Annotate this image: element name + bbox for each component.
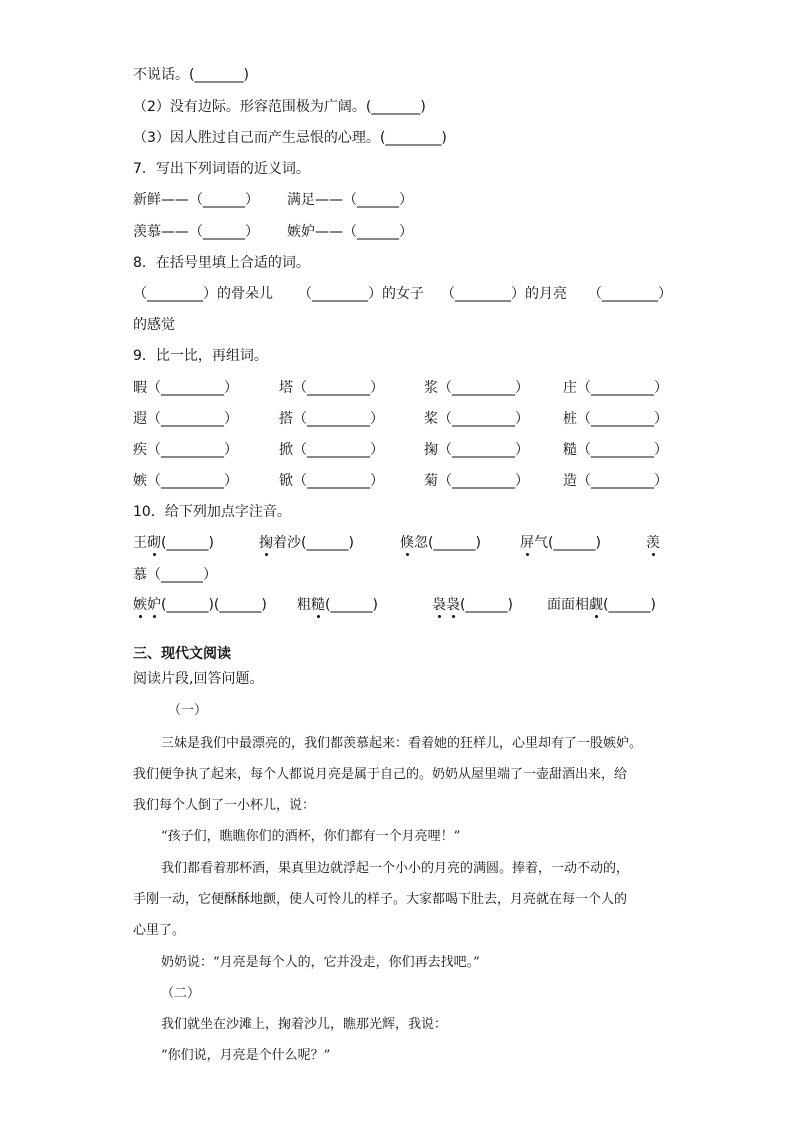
passage-paragraph: 我们就坐在沙滩上，掬着沙儿，瞧那光辉，我说： [161, 1017, 448, 1032]
q9-cell: 桩（_________） [563, 411, 668, 427]
q9-cell: 浆（_________） [424, 380, 529, 396]
q10-item: 屏气(______) [520, 535, 601, 551]
q10-item: 王砌(______) [133, 535, 214, 551]
q8-tail: 的感觉 [133, 317, 175, 333]
passage-paragraph: “孩子们，瞧瞧你们的酒杯，你们都有一个月亮哩！” [161, 829, 461, 844]
q6-line-1: 不说话。(_______) [133, 67, 249, 83]
q10-item: 袅袅(______) [432, 597, 513, 613]
q9-cell: 掬（_________） [424, 442, 529, 458]
q7-item: 新鲜——（______） [133, 192, 259, 208]
q9-cell: 塔（_________） [279, 380, 384, 396]
passage-paragraph: 手刚一动，它便酥酥地颤，使人可怜儿的样子。大家都喝下肚去，月亮就在每一个人的 [133, 892, 628, 907]
q7-item: 羡慕——（______） [133, 224, 259, 240]
q10-item: 掬着沙(______) [259, 535, 354, 551]
q8-title: 8．在括号里填上合适的词。 [133, 255, 310, 271]
q7-item: 嫉妒——（______） [287, 224, 413, 240]
q8-item: （________）的女子 [298, 286, 424, 302]
q10-item: 面面相觑(______) [547, 597, 656, 613]
q10-item-continued: 慕（______） [133, 567, 217, 583]
q8-item: （________） [588, 286, 672, 302]
passage-paragraph: 我们都看着那杯酒，果真里边就浮起一个小小的月亮的满圆。捧着，一动不动的， [161, 861, 630, 876]
q10-item: 羡 [646, 535, 660, 551]
passage-paragraph: 心里了。 [133, 923, 186, 938]
passage-part-label: （一） [168, 703, 208, 718]
q8-item: （________）的月亮 [441, 286, 567, 302]
q10-item: 粗糙(______) [297, 597, 378, 613]
q6-item-3: （3）因人胜过自己而产生忌恨的心理。(________) [133, 130, 447, 146]
q9-title: 9．比一比，再组词。 [133, 348, 268, 364]
passage-paragraph: “你们说，月亮是个什么呢？” [161, 1048, 331, 1063]
q7-title: 7．写出下列词语的近义词。 [133, 161, 310, 177]
q9-cell: 搭（_________） [279, 411, 384, 427]
q9-cell: 造（_________） [563, 473, 668, 489]
q9-cell: 遐（_________） [133, 411, 238, 427]
q9-cell: 锨（_________） [279, 473, 384, 489]
q9-cell: 暇（_________） [133, 380, 238, 396]
q9-cell: 糙（_________） [563, 442, 668, 458]
passage-paragraph: 奶奶说：“月亮是每个人的，它并没走，你们再去找吧。” [161, 955, 480, 970]
passage-paragraph: 我们每个人倒了一小杯儿，说： [133, 798, 316, 813]
q10-item: 嫉妒(______)(______) [133, 597, 267, 613]
q10-title: 10．给下列加点字注音。 [133, 504, 291, 520]
q8-item: （________）的骨朵儿 [133, 286, 273, 302]
q9-cell: 桨（_________） [424, 411, 529, 427]
section-intro: 阅读片段,回答问题。 [133, 671, 264, 687]
q9-cell: 掀（_________） [279, 442, 384, 458]
q9-cell: 嫉（_________） [133, 473, 238, 489]
q7-item: 满足——（______） [287, 192, 413, 208]
q9-cell: 菊（_________） [424, 473, 529, 489]
passage-paragraph: 三妹是我们中最漂亮的，我们都羡慕起来：看着她的狂样儿，心里却有了一股嫉妒。 [161, 736, 643, 751]
passage-paragraph: 我们便争执了起来，每个人都说月亮是属于自己的。奶奶从屋里端了一壶甜酒出来，给 [133, 767, 628, 782]
q6-item-2: （2）没有边际。形容范围极为广阔。(_______) [133, 99, 426, 115]
q10-item: 倏忽(______) [400, 535, 481, 551]
section-heading: 三、现代文阅读 [133, 646, 231, 662]
q9-cell: 疾（_________） [133, 442, 238, 458]
passage-part-label: （二） [161, 986, 201, 1001]
q9-cell: 庄（_________） [563, 380, 668, 396]
